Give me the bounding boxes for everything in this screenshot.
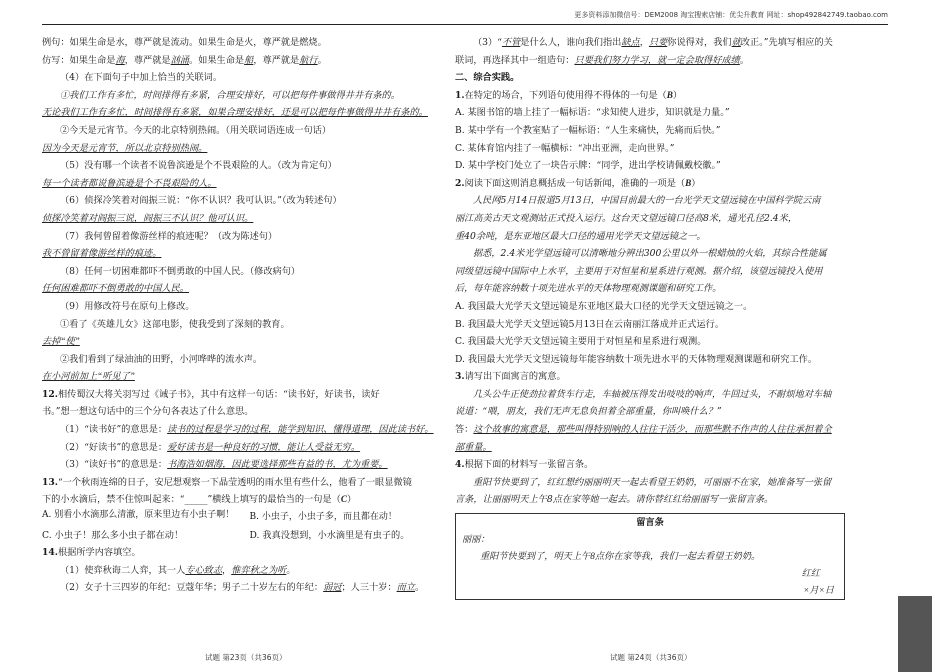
q4-item-1: ①我们工作有多忙，时间排得有多紧，合理安排好，可以把每件事做得井井有条的。 [60, 89, 400, 100]
practice-q1-option-b: B. 某中学有一个教室贴了一幅标语：“人生来痛快，先痛而后快。” [455, 124, 721, 136]
practice-q1-option-d: D. 某中学校门处立了一块告示牌：“同学，进出学校请佩戴校徽。” [455, 160, 721, 172]
note-title: 留言条 [636, 517, 664, 529]
question-13: 13.“一个秋雨连绵的日子，安尼想观察一下晶莹透明的雨水里有些什么，他看了一眼显微镜 [42, 476, 412, 488]
imitation-line: 仿写：如果生命是海，尊严就是汹涌。如果生命是船，尊严就是航行。 [42, 54, 327, 66]
q13-option-d: D. 我真没想到，小水滴里是有虫子的。 [249, 529, 410, 541]
q5-prompt: （5）没有哪一个读者不说鲁滨逊是个不畏艰险的人。（改为肯定句） [60, 160, 337, 172]
note-date: ×月×日 [803, 585, 834, 596]
news-paragraph-1b: 丽江高美古天文观测站正式投入运行。这台天文望远镜口径高8米，通光孔径2.4米， [455, 212, 798, 224]
q13-option-b: B. 小虫子，小虫子多，而且都在动！ [249, 512, 397, 523]
question-14: 14.根据所学内容填空。 [42, 547, 141, 559]
q7-prompt: （7）我何曾留着像游丝样的痕迹呢？（改为陈述句） [60, 230, 278, 242]
q12-sub-3: （3）“读好书”的意思是：书海浩如烟海，因此要选择那些有益的书，尤为重要。 [60, 459, 388, 471]
fable-answer-cont: 部重量。 [455, 441, 492, 452]
practice-question-2: 2.阅读下面这则消息概括成一句话新闻，准确的一项是（B） [455, 177, 701, 189]
q12-sub-1: （1）“读书好”的意思是：读书的过程是学习的过程，能学到知识、懂得道理，因此读书好。 [60, 424, 434, 436]
q9-answer-2: 在小河前加上“听见了” [42, 371, 135, 382]
news-paragraph-2c: 后，每年能容纳数十项先进水平的天体物理观测课题和研究工作。 [455, 283, 722, 295]
practice-question-4: 4.根据下面的材料写一张留言条。 [455, 459, 594, 471]
q6-answer: 侦探冷笑着对阎振三说，阎振三不认识？他可认识。 [42, 212, 254, 223]
note-material-1: 重阳节快要到了，红红想约丽丽明天一起去看望王奶奶，可丽丽不在家，她准备写一张留 [473, 476, 832, 488]
news-paragraph-2b: 同级望远镜中国际中上水平，主要用于对恒星和星系进行观测。据介绍，该望远镜投入使用 [455, 265, 823, 277]
q5-answer: 每一个读者都说鲁滨逊是个不畏艰险的人。 [42, 177, 217, 188]
note-body: 重阳节快要到了，明天上午8点你在家等我，我们一起去看望王奶奶。 [480, 551, 761, 562]
q13-options-ab [42, 509, 457, 527]
message-note-box [455, 513, 845, 600]
q7-answer: 我不曾留着像游丝样的痕迹。 [42, 248, 162, 259]
q4-item-2: ②今天是元宵节。今天的北京特别热闹。（用关联词语连成一句话） [60, 124, 332, 136]
news-paragraph-1c: 重40余吨，是东亚地区最大口径的通用光学天文望远镜之一。 [455, 230, 706, 242]
q8-prompt: （8）任何一切困难都吓不倒勇敢的中国人民。（修改病句） [60, 265, 301, 277]
q13-option-c: C. 小虫子！那么多小虫子都在动！ [42, 529, 184, 541]
q9-item-2: ②我们看到了绿油油的田野，小河哗哗的流水声。 [60, 353, 263, 365]
q14-sub-2: （2）女子十三四岁的年纪：豆蔻年华；男子二十岁左右的年纪：弱冠；人三十岁：而立。 [60, 582, 425, 594]
practice-q2-option-b: B. 我国最大光学天文望远镜5月13日在云南丽江落成并正式运行。 [455, 318, 725, 330]
right-column [455, 34, 845, 600]
note-signature: 红红 [801, 568, 820, 579]
practice-q2-answer: B [685, 177, 692, 188]
left-column [42, 34, 457, 597]
practice-q2-option-a: A. 我国最大光学天文望远镜是东亚地区最大口径的光学天文望远镜之一。 [455, 300, 753, 312]
q4-prompt: （4）在下面句子中加上恰当的关联词。 [60, 72, 223, 84]
practice-q1-answer: B [666, 89, 673, 100]
section-heading: 二、综合实践。 [455, 72, 520, 84]
q4-answer-1: 无论我们工作有多忙，时间排得有多紧，如果合理安排好，还是可以把每件事做得井井有条的。 [42, 107, 428, 118]
q9-answer-1: 去掉“使” [42, 336, 80, 347]
q4-answer-2: 因为今天是元宵节，所以北京特别热闹。 [42, 142, 208, 153]
q12-sub-2: （2）“好读书”的意思是：爱好读书是一种良好的习惯，能让人受益无穷。 [60, 441, 361, 453]
practice-q1-option-a: A. 某图书馆的墙上挂了一幅标语：“求知使人进步，知识就是力量。” [455, 107, 730, 119]
q13-options-cd [42, 527, 457, 545]
practice-q1-option-c: C. 某体育馆内挂了一幅横标：“冲出亚洲，走向世界。” [455, 142, 675, 154]
news-paragraph-2: 据悉，2.4米光学望远镜可以清晰地分辨出300公里以外一根蜡烛的火焰，其综合性能属 [473, 248, 827, 260]
question-13-cont: 下的小水滴后，禁不住惊叫起来：“_____”横线上填写的最恰当的一句是（C） [42, 494, 357, 506]
q13-option-a: A. 别看小水滴那么清澈，原来里边有小虫子啊！ [42, 510, 235, 521]
practice-q2-option-d: D. 我国最大光学天文望远镜每年能容纳数十项先进水平的天体物理观测课题和研究工作。 [455, 353, 818, 365]
practice-q2-option-c: C. 我国最大光学天文望远镜主要用于对恒星和星系进行观测。 [455, 336, 707, 348]
fable-text-2: 说道：“喂，朋友，我们无声无息负担着全部重量，你叫唤什么？” [455, 406, 722, 418]
page-header-text: 更多资料添加微信号：DEM2008 淘宝搜索店铺：优尖升教育 网址：shop492842749.taobao.com [574, 11, 888, 19]
q9-prompt: （9）用修改符号在原句上修改。 [60, 300, 195, 312]
q3-sentence: 联词，再选择其中一组造句：只要我们努力学习，就一定会取得好成绩。 [455, 54, 749, 66]
question-12: 12.相传蜀汉大将关羽写过《诫子书》，其中有这样一句话：“读书好，好读书，读好 [42, 388, 380, 400]
question-12-cont: 书。”想一想这句话中的三个分句各表达了什么意思。 [42, 406, 254, 418]
side-tab [898, 596, 932, 672]
q3-relational-words: （3）“不管是什么人，谁向我们指出缺点，只要你说得对，我们就改正。”先填写相应的关 [473, 37, 833, 48]
fable-answer: 答：这个故事的寓意是，那些叫得特别响的人往往干活少，而那些默不作声的人往往承担着全 [455, 424, 832, 436]
practice-question-1: 1.在特定的场合，下列语句使用得不得体的一句是（B） [455, 89, 683, 101]
example-sentence: 例句：如果生命是水，尊严就是流动。如果生命是火，尊严就是燃烧。 [42, 37, 327, 48]
q8-answer: 任何困难都吓不倒勇敢的中国人民。 [42, 283, 189, 294]
footer-right-page: 试题 第24页（共36页） [610, 653, 692, 662]
news-paragraph-1: 人民网5月14日报道5月13日，中国目前最大的一台光学天文望远镜在中国科学院云南 [473, 195, 821, 207]
fable-text-1: 几头公牛正使劲拉着货车行走，车轴被压得发出吱吱的响声，牛回过头，不耐烦地对车轴 [473, 388, 832, 400]
q14-sub-1: （1）使弈秋诲二人弈，其一人专心致志，惟弈秋之为听。 [60, 564, 296, 576]
note-recipient: 丽丽： [462, 534, 490, 545]
note-material-2: 言条，让丽丽明天上午8点在家等她一起去。请你替红红给丽丽写一张留言条。 [455, 494, 774, 506]
header-rule [42, 24, 888, 25]
q9-item-1: ①看了《英雄儿女》这部电影，使我受到了深刻的教育。 [60, 318, 290, 330]
footer-left-page: 试题 第23页（共36页） [205, 653, 287, 662]
q13-answer: C [340, 494, 347, 505]
q6-prompt: （6）侦探冷笑着对阎振三说：“你不认识？我可认识。”（改为转述句） [60, 195, 342, 207]
practice-question-3: 3.请写出下面寓言的寓意。 [455, 371, 566, 383]
